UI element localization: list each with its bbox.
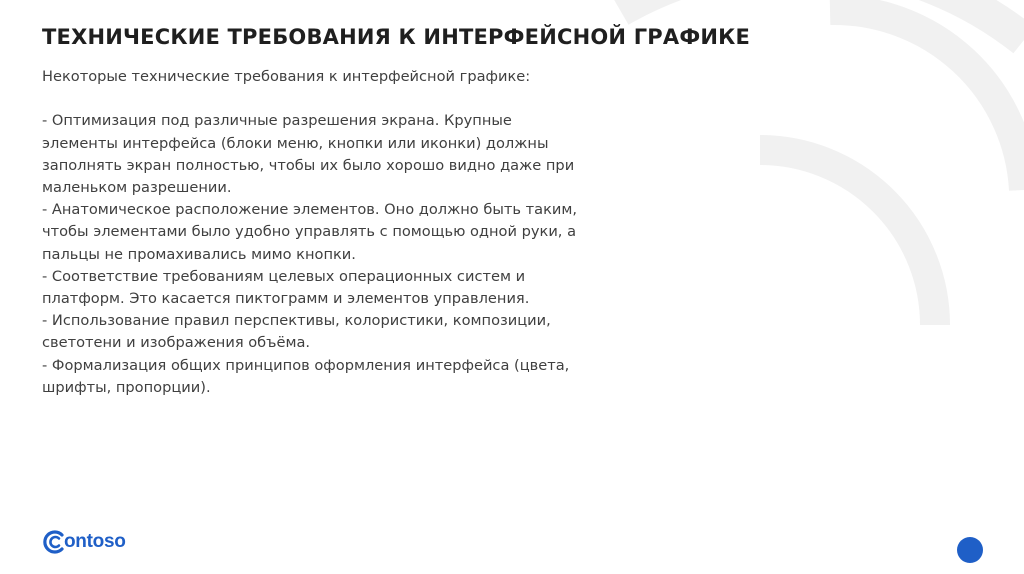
requirement-item-1: - Оптимизация под различные разрешения экрана. Крупные элементы интерфейса (блоки меню, кнопки или иконки) должны заполнять экран полностью, чтобы их было хорошо видно даже при маленьком разрешении. xyxy=(42,112,575,196)
logo-wordmark: ontoso xyxy=(64,531,126,552)
requirement-item-4: - Использование правил перспективы, колористики, композиции, светотени и изображения объёма. xyxy=(42,312,551,352)
requirement-item-3: - Соответствие требованиям целевых операционных систем и платформ. Это касается пиктограмм и элементов управления. xyxy=(42,267,530,308)
slide-title: ТЕХНИЧЕСКИЕ ТРЕБОВАНИЯ К ИНТЕРФЕЙСНОЙ ГРАФИКЕ xyxy=(42,25,751,49)
requirement-item-2: - Анатомическое расположение элементов. Оно должно быть таким, чтобы элементами было удобно управлять с помощью одной руки, а пальцы не промахивались мимо кнопки. xyxy=(42,201,578,263)
requirement-item-5: - Формализация общих принципов оформления интерфейса (цвета, шрифты, пропорции). xyxy=(42,356,570,396)
slide-body xyxy=(42,66,582,399)
intro-text: Некоторые технические требования к интерфейсной графике: xyxy=(42,68,531,85)
contoso-logo xyxy=(40,528,126,556)
page-indicator-dot xyxy=(957,537,983,563)
